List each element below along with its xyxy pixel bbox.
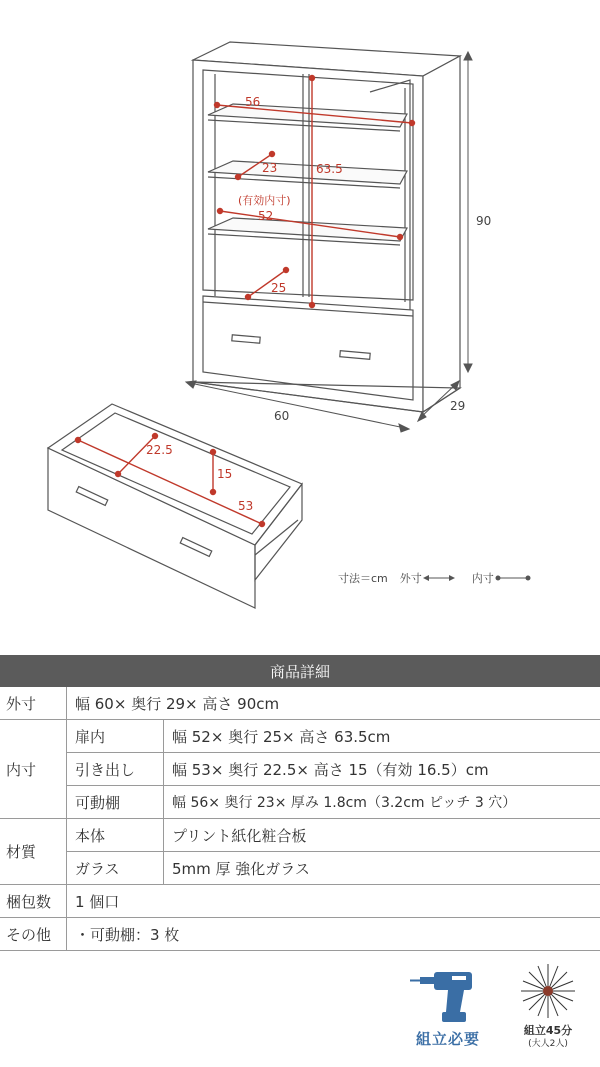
assembly-time-label: 組立45分	[523, 1024, 573, 1037]
spec-val-glass: 5mm 厚 強化ガラス	[164, 852, 600, 885]
table-row	[0, 687, 600, 720]
assembly-required-badge	[408, 968, 488, 1058]
dim-door-height: 63.5	[316, 162, 343, 176]
dim-shelf-depth: 23	[262, 161, 278, 175]
dim-outer-depth: 29	[450, 399, 466, 413]
dim-drawer-depth: 22.5	[146, 443, 173, 457]
spec-sub-glass: ガラス	[67, 852, 164, 885]
outer-arrow-icon	[422, 573, 456, 583]
table-row	[0, 819, 600, 852]
legend-units: 寸法＝cm	[338, 572, 388, 585]
dim-outer-height: 90	[476, 214, 492, 228]
assembly-time-badge	[513, 962, 583, 1057]
table-row	[0, 753, 600, 786]
spec-val-outer: 幅 60× 奥行 29× 高さ 90cm	[67, 687, 600, 720]
spec-sub-drawer: 引き出し	[67, 753, 164, 786]
clock-burst-icon	[513, 962, 583, 1020]
table-row	[0, 918, 600, 951]
dim-drawer-width: 53	[238, 499, 254, 513]
table-row	[0, 885, 600, 918]
table-row	[0, 786, 600, 819]
dim-inner-depth: 25	[271, 281, 287, 295]
spec-sub-shelf: 可動棚	[67, 786, 164, 819]
assembly-label: 組立必要	[415, 1030, 480, 1048]
legend-outer-label: 外寸	[399, 572, 422, 585]
spec-val-shelf: 幅 56× 奥行 23× 厚み 1.8cm（3.2cm ピッチ 3 穴）	[164, 786, 600, 819]
spec-val-drawer: 幅 53× 奥行 22.5× 高さ 15（有効 16.5）cm	[164, 753, 600, 786]
table-row	[0, 720, 600, 753]
spec-val-body: プリント紙化粧合板	[164, 819, 600, 852]
table-row	[0, 852, 600, 885]
spec-key-package: 梱包数	[0, 885, 67, 918]
spec-key-inner: 内寸	[0, 720, 67, 819]
spec-key-material: 材質	[0, 819, 67, 885]
spec-key-other: その他	[0, 918, 67, 951]
inner-dot-line-icon	[494, 573, 532, 583]
spec-val-door: 幅 52× 奥行 25× 高さ 63.5cm	[164, 720, 600, 753]
spec-title: 商品詳細	[0, 656, 600, 687]
dimension-legend	[338, 570, 532, 586]
dim-effective-note: (有効内寸)	[238, 194, 291, 207]
spec-key-outer: 外寸	[0, 687, 67, 720]
cabinet-side	[423, 56, 460, 412]
assembly-people-label: (大人2人)	[528, 1039, 568, 1049]
spec-sub-door: 扉内	[67, 720, 164, 753]
spec-sub-body: 本体	[67, 819, 164, 852]
legend-inner-label: 内寸	[471, 572, 494, 585]
drill-icon	[408, 968, 488, 1026]
dim-drawer-height: 15	[217, 467, 233, 481]
dim-shelf-width: 56	[245, 95, 261, 109]
dim-outer-width: 60	[274, 409, 290, 423]
spec-val-other: ・可動棚：3 枚	[67, 918, 600, 951]
dim-inner-width: 52	[258, 209, 274, 223]
spec-val-package: 1 個口	[67, 885, 600, 918]
spec-table	[0, 655, 600, 951]
